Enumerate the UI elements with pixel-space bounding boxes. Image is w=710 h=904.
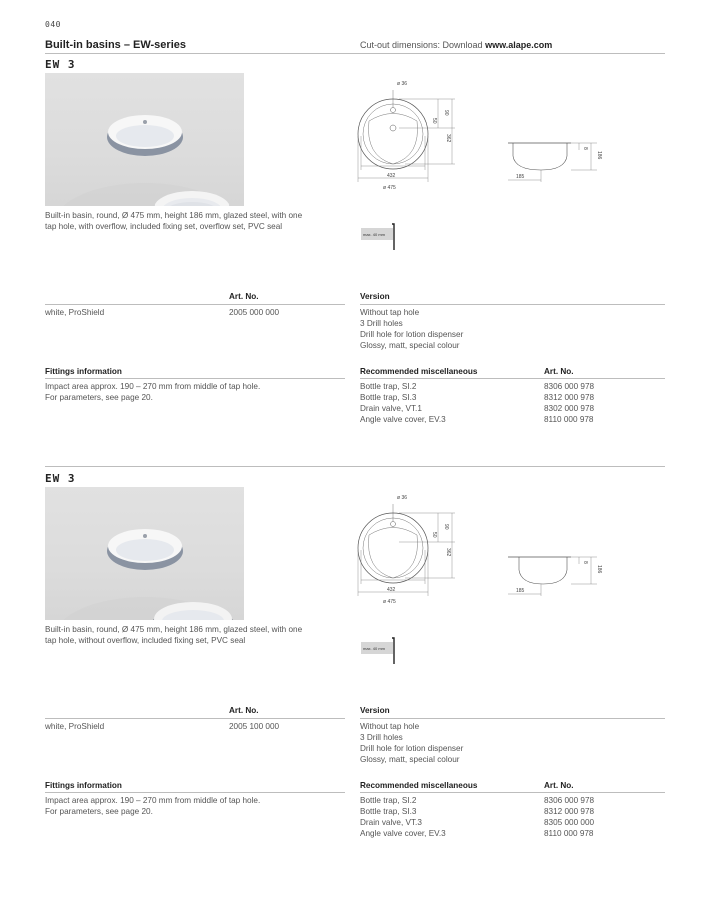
description-line-2: tap hole, with overflow, included fixing set, overflow set, PVC seal [45,222,283,231]
misc-header: Recommended miscellaneous [360,367,478,376]
dim-50: 50 [431,118,437,124]
product-photo [45,73,244,206]
misc-arts [544,795,594,839]
version-rule [360,718,665,719]
top-view-drawing [355,490,475,612]
dim-185: 185 [516,588,525,594]
page-number: 040 [45,20,61,29]
section-divider [45,466,665,467]
art-no-header: Art. No. [229,706,259,715]
misc-arts [544,381,594,425]
dim-185: 185 [516,174,525,180]
fittings-line-2: For parameters, see page 20. [45,393,153,402]
version-list [360,307,463,351]
misc-rule [360,792,665,793]
art-number: 2005 100 000 [229,722,280,731]
misc-names [360,381,446,425]
misc-header: Recommended miscellaneous [360,781,478,790]
dim-8: 8 [582,561,588,564]
basin-illustration [45,487,244,620]
misc-item-art: 8302 000 978 [544,404,595,413]
misc-item-art: 8312 000 978 [544,393,595,402]
cutout-prefix: Cut-out dimensions: Download [360,40,483,50]
dim-90: 90 [443,524,449,530]
version-header: Version [360,706,390,715]
version-rule [360,304,665,305]
cutout-link[interactable]: www.alape.com [485,40,553,50]
dim-186: 186 [596,565,602,574]
version-item: Drill hole for lotion dispenser [360,330,464,339]
dim-186: 186 [596,151,602,160]
description-line-1: Built-in basin, round, Ø 475 mm, height 186 mm, glazed steel, with one [45,625,303,634]
art-no-header: Art. No. [229,292,259,301]
page-title: Built-in basins – EW-series [45,39,186,51]
max-thickness-label: max. 40 mm [363,232,386,237]
misc-art-header: Art. No. [544,367,574,376]
product-description [45,624,345,646]
fittings-header: Fittings information [45,367,122,376]
description-line-1: Built-in basin, round, Ø 475 mm, height 186 mm, glazed steel, with one [45,211,303,220]
side-view-drawing [505,552,605,600]
model-name: EW 3 [45,472,76,485]
dim-tap-hole: ø 36 [397,495,408,501]
misc-item-art: 8312 000 978 [544,807,595,816]
art-rule [45,718,345,719]
dim-tap-hole: ø 36 [397,81,408,87]
fittings-text [45,381,260,403]
misc-art-header: Art. No. [544,781,574,790]
fittings-line-1: Impact area approx. 190 – 270 mm from middle of tap hole. [45,796,261,805]
product-description [45,210,345,232]
misc-names [360,795,446,839]
dim-432: 432 [387,587,396,593]
model-name: EW 3 [45,58,76,71]
misc-item-name: Bottle trap, SI.2 [360,382,417,391]
version-item: 3 Drill holes [360,319,403,328]
version-header: Version [360,292,390,301]
fittings-header: Fittings information [45,781,122,790]
cutout-note [360,40,552,50]
version-item: Glossy, matt, special colour [360,755,460,764]
dim-362: 362 [445,548,451,557]
misc-item-art: 8305 000 000 [544,818,595,827]
art-number: 2005 000 000 [229,308,280,317]
misc-item-name: Drain valve, VT.3 [360,818,422,827]
side-view-drawing [505,138,605,186]
misc-item-name: Bottle trap, SI.2 [360,796,417,805]
misc-item-art: 8306 000 978 [544,796,595,805]
misc-item-name: Drain valve, VT.1 [360,404,422,413]
product-photo [45,487,244,620]
dim-362: 362 [445,134,451,143]
version-item: 3 Drill holes [360,733,403,742]
fittings-line-2: For parameters, see page 20. [45,807,153,816]
fittings-line-1: Impact area approx. 190 – 270 mm from middle of tap hole. [45,382,261,391]
version-item: Drill hole for lotion dispenser [360,744,464,753]
header-rule [45,53,665,54]
art-rule [45,304,345,305]
version-list [360,721,463,765]
max-thickness-detail [358,220,406,254]
misc-item-name: Angle valve cover, EV.3 [360,415,446,424]
fittings-rule [45,378,345,379]
max-thickness-label: max. 40 mm [363,646,386,651]
misc-item-art: 8110 000 978 [544,415,594,424]
finish-label: white, ProShield [45,722,105,731]
misc-item-name: Angle valve cover, EV.3 [360,829,446,838]
dim-8: 8 [582,147,588,150]
misc-rule [360,378,665,379]
version-item: Without tap hole [360,308,420,317]
dim-90: 90 [443,110,449,116]
dim-475: ø 475 [383,599,396,605]
misc-item-art: 8110 000 978 [544,829,594,838]
version-item: Glossy, matt, special colour [360,341,460,350]
misc-item-art: 8306 000 978 [544,382,595,391]
misc-item-name: Bottle trap, SI.3 [360,807,417,816]
top-view-drawing [355,76,475,198]
dim-50: 50 [431,532,437,538]
dim-432: 432 [387,173,396,179]
dim-475: ø 475 [383,185,396,191]
fittings-rule [45,792,345,793]
description-line-2: tap hole, without overflow, included fixing set, PVC seal [45,636,246,645]
fittings-text [45,795,260,817]
basin-illustration [45,73,244,206]
max-thickness-detail [358,634,406,668]
misc-item-name: Bottle trap, SI.3 [360,393,417,402]
version-item: Without tap hole [360,722,420,731]
finish-label: white, ProShield [45,308,105,317]
